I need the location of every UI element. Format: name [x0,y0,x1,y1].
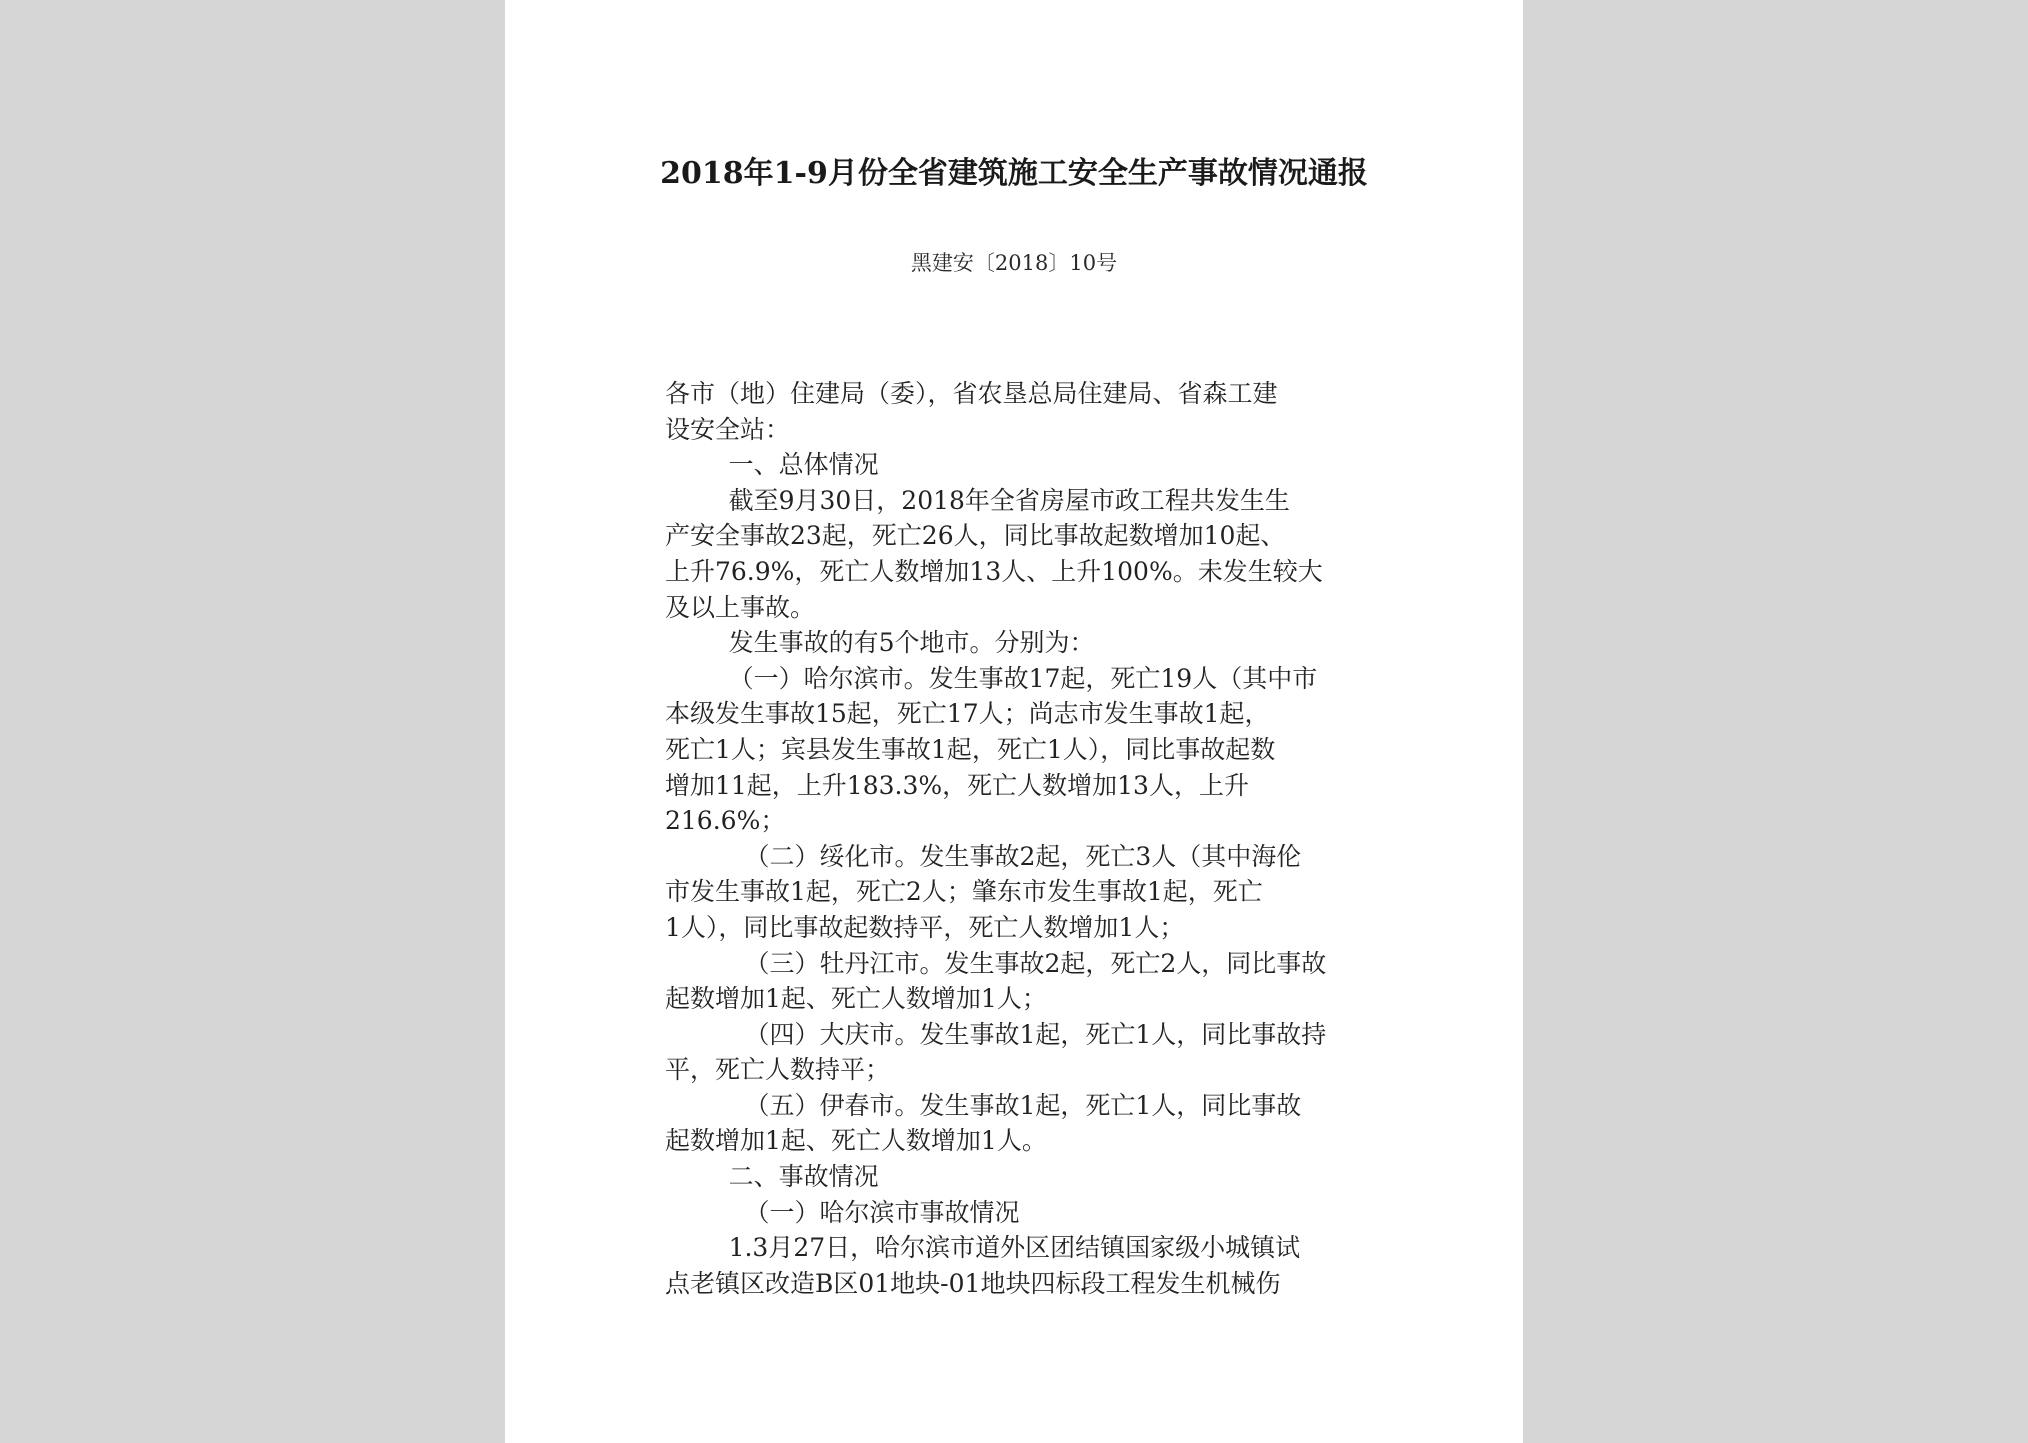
body-line: （一）哈尔滨市。发生事故17起，死亡19人（其中市 [665,663,1318,693]
document-title: 2018年1-9月份全省建筑施工安全生产事故情况通报 [660,156,1368,191]
section-heading: 一、总体情况 [665,450,879,480]
body-line: 各市（地）住建局（委），省农垦总局住建局、省森工建 [665,379,1278,408]
body-line: 市发生事故1起，死亡2人；肇东市发生事故1起，死亡 [665,877,1263,907]
body-line: （二）绥化市。发生事故2起，死亡3人（其中海伦 [665,841,1302,871]
document-number: 黑建安〔2018〕10号 [910,251,1118,275]
body-line: 产安全事故23起，死亡26人，同比事故起数增加10起、 [665,521,1286,551]
body-line: 截至9月30日，2018年全省房屋市政工程共发生生 [665,485,1290,515]
body-line: 起数增加1起、死亡人数增加1人。 [665,1126,1047,1156]
body-line: （三）牡丹江市。发生事故2起，死亡2人，同比事故 [665,948,1327,978]
body-line: 发生事故的有5个地市。分别为： [665,628,1095,658]
body-line: 上升76.9%，死亡人数增加13人、上升100%。未发生较大 [665,556,1323,586]
body-line: （一）哈尔滨市事故情况 [665,1197,1020,1227]
body-line: （五）伊春市。发生事故1起，死亡1人，同比事故 [665,1090,1302,1120]
body-line: 1人），同比事故起数持平，死亡人数增加1人； [665,912,1185,942]
document-body [665,376,1360,1301]
body-line: 起数增加1起、死亡人数增加1人； [665,984,1047,1014]
document-page [505,0,1523,1443]
body-line: 1.3月27日，哈尔滨市道外区团结镇国家级小城镇试 [665,1233,1301,1263]
body-line: 及以上事故。 [665,592,816,622]
body-line: 点老镇区改造B区01地块-01地块四标段工程发生机械伤 [665,1268,1281,1298]
body-line: 死亡1人；宾县发生事故1起，死亡1人），同比事故起数 [665,734,1276,764]
section-heading: 二、事故情况 [665,1162,879,1192]
body-line: 平，死亡人数持平； [665,1055,891,1085]
body-line: 设安全站： [665,414,791,444]
body-line: （四）大庆市。发生事故1起，死亡1人，同比事故持 [665,1019,1327,1049]
body-line: 本级发生事故15起，死亡17人；尚志市发生事故1起， [665,699,1270,729]
body-line: 增加11起，上升183.3%，死亡人数增加13人，上升 [665,770,1249,800]
body-line: 216.6%； [665,806,786,836]
